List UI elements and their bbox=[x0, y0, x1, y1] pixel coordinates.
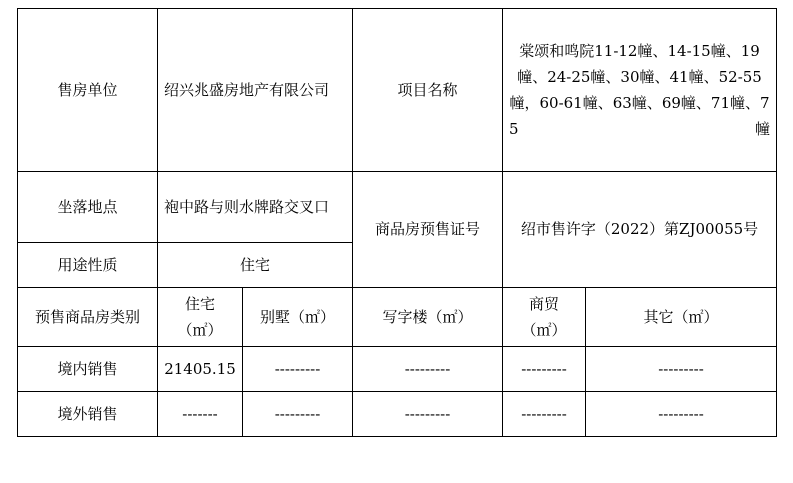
overseas-sales-label: 境外销售 bbox=[18, 392, 158, 437]
overseas-sales-villa: --------- bbox=[243, 392, 353, 437]
overseas-sales-residential: ------- bbox=[158, 392, 243, 437]
overseas-sales-commerce: --------- bbox=[503, 392, 586, 437]
column-header-other: 其它（㎡） bbox=[586, 288, 777, 347]
domestic-sales-label: 境内销售 bbox=[18, 347, 158, 392]
presale-info-table bbox=[17, 8, 777, 437]
column-header-commerce-line1: 商贸 bbox=[529, 294, 560, 313]
column-header-residential bbox=[158, 288, 243, 347]
usage-nature-label: 用途性质 bbox=[18, 243, 158, 288]
column-header-office: 写字楼（㎡） bbox=[353, 288, 503, 347]
project-name-label: 项目名称 bbox=[353, 9, 503, 172]
overseas-sales-office: --------- bbox=[353, 392, 503, 437]
domestic-sales-other: --------- bbox=[586, 347, 777, 392]
table-row bbox=[18, 392, 777, 437]
location-value: 袍中路与则水牌路交叉口 bbox=[158, 172, 353, 243]
project-name-value: 棠颂和鸣院11-12幢、14-15幢、19幢、24-25幢、30幢、41幢、52-55幢，60-61幢、63幢、69幢、71幢、75幢 bbox=[503, 9, 777, 172]
column-header-residential-line1: 住宅 bbox=[184, 294, 215, 313]
domestic-sales-villa: --------- bbox=[243, 347, 353, 392]
column-header-commerce bbox=[503, 288, 586, 347]
domestic-sales-office: --------- bbox=[353, 347, 503, 392]
overseas-sales-other: --------- bbox=[586, 392, 777, 437]
seller-unit-label: 售房单位 bbox=[18, 9, 158, 172]
table-row bbox=[18, 9, 777, 172]
usage-nature-value: 住宅 bbox=[158, 243, 353, 288]
seller-unit-value: 绍兴兆盛房地产有限公司 bbox=[158, 9, 353, 172]
location-label: 坐落地点 bbox=[18, 172, 158, 243]
domestic-sales-residential: 21405.15 bbox=[158, 347, 243, 392]
presale-cert-no-label: 商品房预售证号 bbox=[353, 172, 503, 288]
table-row bbox=[18, 347, 777, 392]
column-header-commerce-line2: （㎡） bbox=[521, 321, 567, 339]
domestic-sales-commerce: --------- bbox=[503, 347, 586, 392]
table-row bbox=[18, 172, 777, 243]
column-header-residential-line2: （㎡） bbox=[177, 321, 223, 339]
presale-cert-no-value: 绍市售许字（2022）第ZJ00055号 bbox=[503, 172, 777, 288]
presale-info-sheet bbox=[0, 8, 793, 483]
presale-type-label: 预售商品房类别 bbox=[18, 288, 158, 347]
table-header-row bbox=[18, 288, 777, 347]
column-header-villa: 别墅（㎡） bbox=[243, 288, 353, 347]
